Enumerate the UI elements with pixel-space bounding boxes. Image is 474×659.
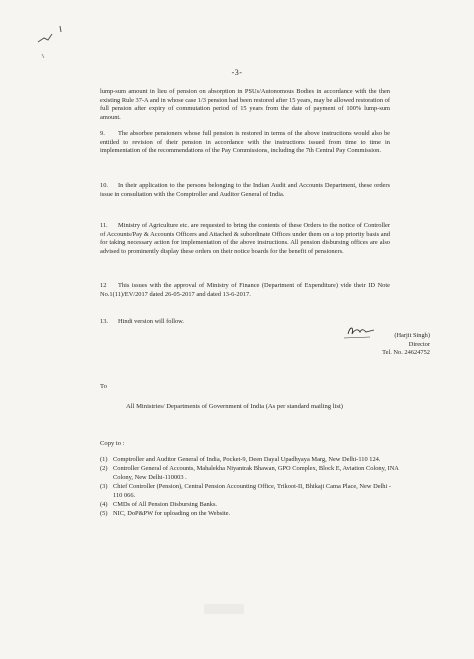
paragraph-11-text: Ministry of Agriculture etc. are requested to bring the contents of these Orders to the notice of Controller of Accounts/Pay & Accounts Officers and Attached & subordinate Offices under them on a top priority basis and for taking necessary action for implementation of the above instructions. All pension disbursing offices are also advised to prominently display these orders on their notice boards for the benefit of pensioners. bbox=[100, 222, 390, 255]
paragraph-9-number: 9. bbox=[100, 130, 105, 137]
signatory-telephone: Tel. No. 24624752 bbox=[382, 349, 430, 357]
paragraph-10 bbox=[100, 182, 390, 199]
paragraph-continuation: lump-sum amount in lieu of pension on absorption in PSUs/Autonomous Bodies in accordance with the then existing Rule 37-A and in whose case 1/3 pension had been restored after 15 years, may be allowed restoration of full pension after expiry of commutation period of 15 years from the date of payment of 100% lump-sum amount. bbox=[100, 88, 390, 121]
copy-to-list bbox=[100, 456, 400, 520]
list-item: (5) NIC, DoP&PW for uploading on the Website. bbox=[100, 510, 231, 518]
faint-stamp-mark bbox=[204, 604, 244, 614]
to-recipients: All Ministries/ Departments of Government of India (As per standard mailing list) bbox=[126, 403, 343, 410]
list-item: (1) Comptroller and Auditor General of India, Pocket-9, Deen Dayal Upadhyaya Marg, New Delhi-110 124. bbox=[100, 456, 381, 463]
paragraph-11 bbox=[100, 222, 390, 256]
paragraph-9-text: The absorbee pensioners whose full pension is restored in terms of the above instructions would also be entitled to revision of their pension in accordance with the instructions issued from time to time in implementation of the recommendations of the Pay Commissions, including the 7th Central Pay Commission. bbox=[100, 130, 390, 155]
copy-to-label: Copy to : bbox=[100, 440, 125, 447]
to-label: To bbox=[100, 383, 107, 390]
signatory-designation: Director bbox=[408, 340, 430, 348]
paragraph-12-text: This issues with the approval of Ministry of Finance (Department of Expenditure) vide their ID Note No.1(11)/EV/2017 dated 26-05-2017 and dated 13-6-2017. bbox=[100, 282, 390, 298]
list-item: (2) Controller General of Accounts, Mahalekha Niyantrak Bhawan, GPO Complex, Block E, Aviation Colony, INA Colony, New Delhi-110003 . bbox=[100, 465, 399, 481]
list-item: (4) CMDs of All Pension Disbursing Banks. bbox=[100, 501, 218, 509]
paragraph-12-number: 12 bbox=[100, 282, 107, 289]
signatory-name: (Harjit Singh) bbox=[394, 332, 430, 339]
page-number: -3- bbox=[231, 68, 243, 77]
paragraph-12 bbox=[100, 282, 390, 299]
paragraph-10-text: In their application to the persons belonging to the Indian Audit and Accounts Department, these orders issue in consultation with the Comptroller and Auditor General of India. bbox=[100, 182, 390, 198]
paragraph-11-number: 11. bbox=[100, 222, 108, 229]
signature-block bbox=[320, 332, 430, 358]
list-item: (3) Chief Controller (Pension), Central Pension Accounting Office, Trikoot-II, Bhikaji Cama Place, New Delhi - 110 066. bbox=[100, 483, 392, 499]
paragraph-13-text: Hindi version will follow. bbox=[118, 318, 184, 325]
scan-artifact-mark bbox=[34, 20, 74, 60]
paragraph-10-number: 10. bbox=[100, 182, 108, 189]
paragraph-9 bbox=[100, 130, 390, 156]
paragraph-13-number: 13. bbox=[100, 318, 108, 325]
